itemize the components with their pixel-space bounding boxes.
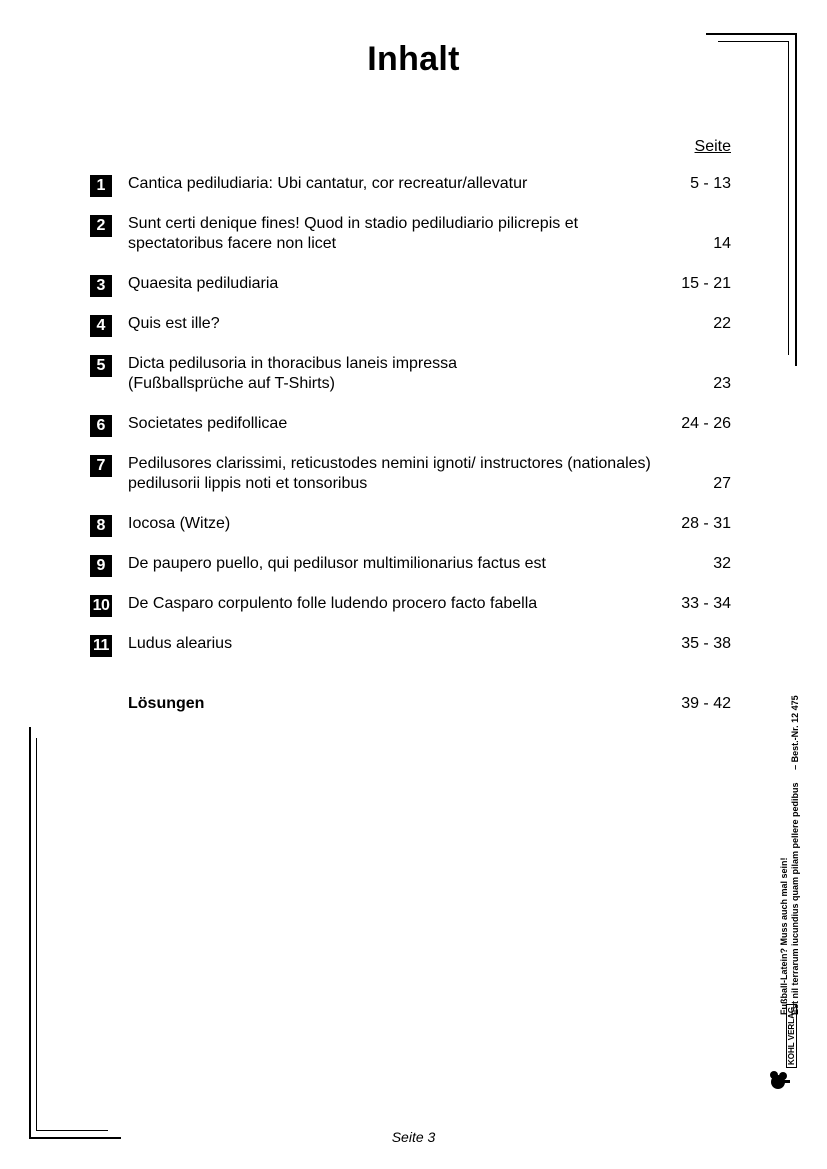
entry-title: De Casparo corpulento folle ludendo procero facto fabella: [128, 595, 538, 612]
entry-number: 6: [90, 415, 112, 437]
entry-number: 8: [90, 515, 112, 537]
entry-title: Quaesita pediludiaria: [128, 275, 279, 292]
entry-pages: 22: [713, 315, 731, 332]
entry-pages: 23: [713, 375, 731, 392]
frame-line: [795, 33, 797, 366]
entry-number: 2: [90, 215, 112, 237]
entry-title: De paupero puello, qui pedilusor multimilionarius factus est: [128, 555, 546, 572]
entry-pages: 24 - 26: [681, 415, 731, 432]
entry-title: Societates pedifollicae: [128, 415, 288, 432]
solutions-title: Lösungen: [128, 695, 205, 712]
entry-pages: 14: [713, 235, 731, 252]
frame-line: [36, 738, 37, 1131]
entry-title: Dicta pedilusoria in thoracibus laneis impressa (Fußballsprüche auf T-Shirts): [128, 355, 458, 392]
page-column-header: Seite: [694, 138, 731, 155]
page-footer: Seite 3: [391, 1129, 436, 1145]
entry-title: Ludus alearius: [128, 635, 233, 652]
side-line-2-text: Est nil terrarum iucundius quam pilam pellere pedibus: [790, 782, 800, 1015]
page-title: Inhalt: [367, 40, 460, 78]
frame-line: [788, 41, 789, 355]
entry-pages: 15 - 21: [681, 275, 731, 292]
frame-line: [29, 727, 31, 1139]
entry-pages: 5 - 13: [690, 175, 731, 192]
entry-pages: 32: [713, 555, 731, 572]
order-number: – Best.-Nr. 12 475: [790, 695, 800, 770]
solutions-pages: 39 - 42: [681, 695, 731, 712]
frame-line: [718, 41, 788, 42]
entry-number: 3: [90, 275, 112, 297]
entry-number: 10: [90, 595, 112, 617]
side-imprint: [779, 695, 801, 1015]
side-line-1: Fußball-Latein? Muss auch mal sein!: [779, 857, 789, 1015]
entry-title: Cantica pediludiaria: Ubi cantatur, cor recreatur/allevatur: [128, 175, 528, 192]
entry-number: 9: [90, 555, 112, 577]
entry-pages: 27: [713, 475, 731, 492]
side-line-2: [790, 695, 801, 1015]
entry-pages: 28 - 31: [681, 515, 731, 532]
entry-title: Sunt certi denique fines! Quod in stadio pediludiario pilicrepis et spectatoribus facere non licet: [128, 215, 579, 252]
entry-number: 7: [90, 455, 112, 477]
entry-pages: 33 - 34: [681, 595, 731, 612]
entry-number: 4: [90, 315, 112, 337]
entry-pages: 35 - 38: [681, 635, 731, 652]
frame-line: [706, 33, 796, 35]
publisher-logo-text: KOHL VERLAG: [786, 1004, 797, 1068]
entry-title: Quis est ille?: [128, 315, 220, 332]
entry-number: 5: [90, 355, 112, 377]
entry-title: Pedilusores clarissimi, reticustodes nemini ignoti/ instructores (nationales) pedilusorii lippis noti et tonsoribus: [128, 455, 651, 492]
entry-number: 1: [90, 175, 112, 197]
entry-number: 11: [90, 635, 112, 657]
entry-title: Iocosa (Witze): [128, 515, 231, 532]
